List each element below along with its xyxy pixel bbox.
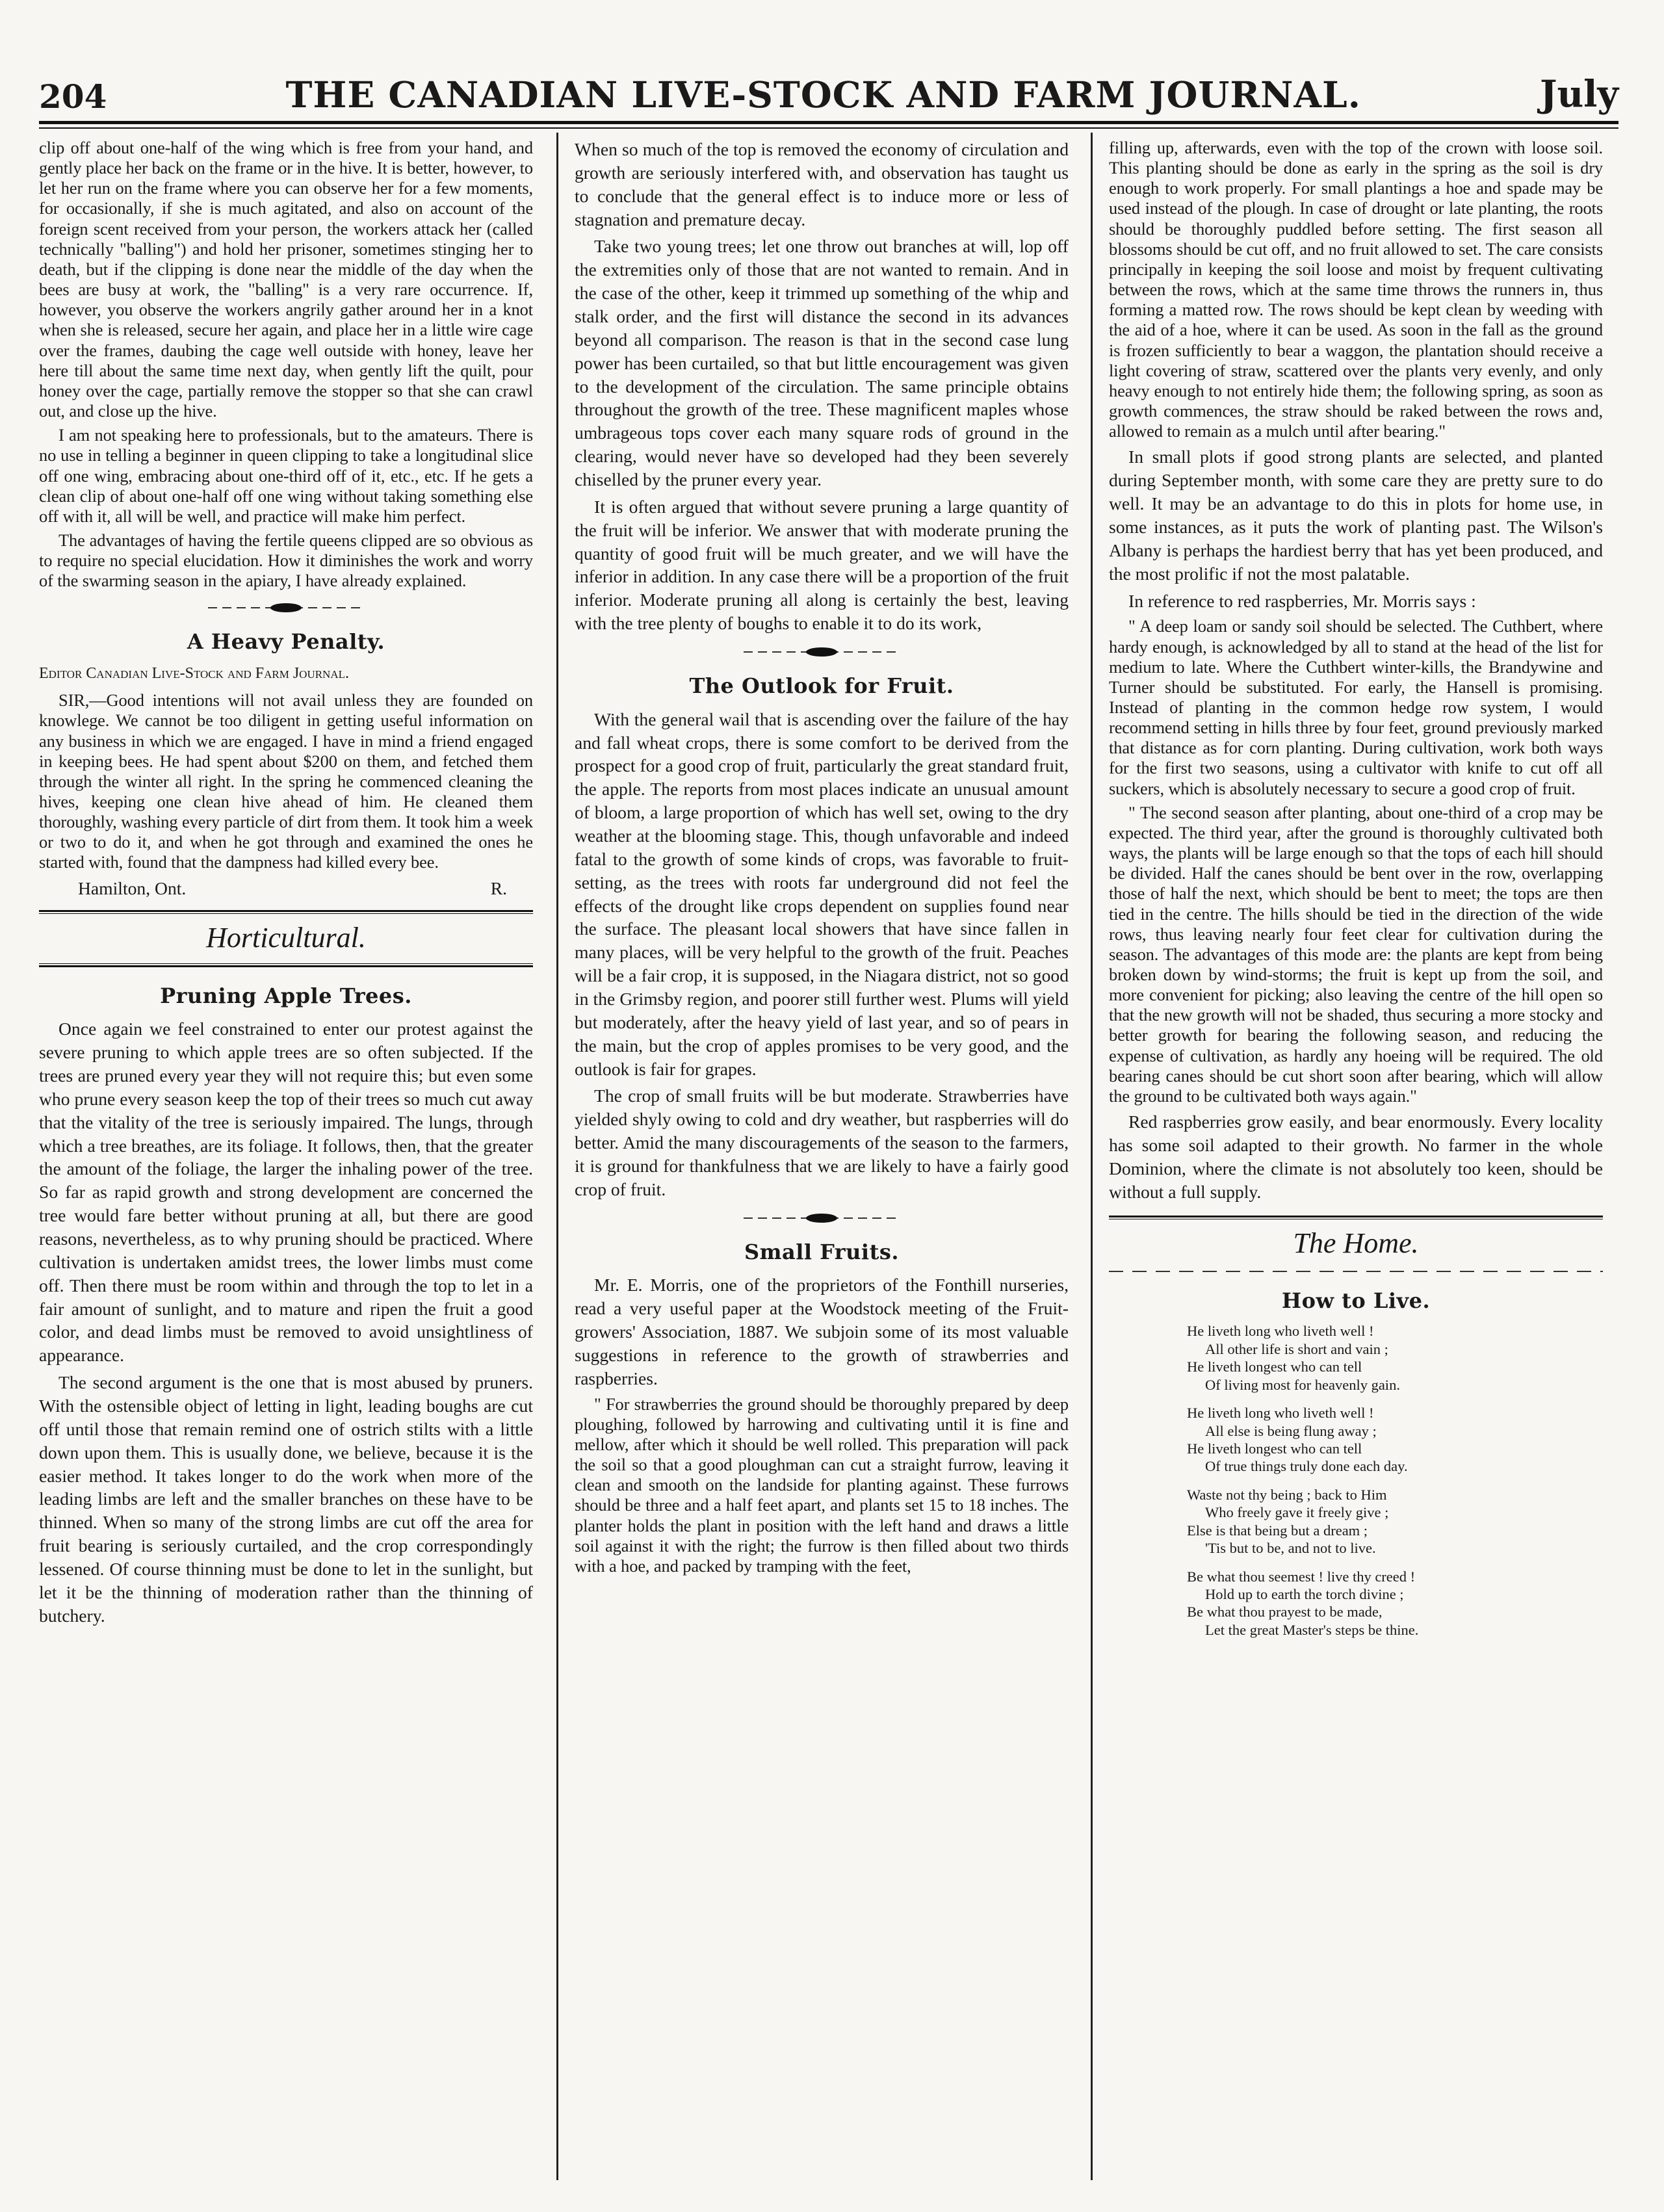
department-rule xyxy=(39,965,533,967)
department-rule xyxy=(39,963,533,964)
department-heading: The Home. xyxy=(1293,1227,1419,1259)
poem-stanza xyxy=(1187,1568,1603,1639)
letter-place: Hamilton, Ont. xyxy=(78,878,187,898)
poem-stanza xyxy=(1187,1486,1603,1557)
article-title: Small Fruits. xyxy=(744,1239,900,1264)
poem-line: Of living most for heavenly gain. xyxy=(1205,1376,1400,1393)
section-ornament xyxy=(208,603,364,613)
poem-line: Hold up to earth the torch divine ; xyxy=(1205,1586,1404,1603)
paragraph: Red raspberries grow easily, and bear enormously. Every locality has some soil adapted to their growth. No farmer in the whole Dominion, where the climate is not absolutely too keen, should be without a full supply. xyxy=(1109,1112,1603,1202)
quoted-text xyxy=(1109,138,1603,441)
poem-line: He liveth longest who can tell xyxy=(1187,1440,1362,1457)
poem xyxy=(1187,1322,1603,1639)
letter-signature xyxy=(39,877,533,900)
journal-title: THE CANADIAN LIVE-STOCK AND FARM JOURNAL. xyxy=(285,73,1361,116)
letter-body xyxy=(39,690,533,872)
paragraph: The crop of small fruits will be but moderate. Strawberries have yielded shyly owing to cold and dry weather, but raspberries will do better. Amid the many discouragements of the season to the farmers, it is ground for thankfulness that we are likely to have a fairly good crop of fruit. xyxy=(575,1086,1069,1199)
department-rule xyxy=(1109,1216,1603,1217)
page-header xyxy=(39,62,1618,116)
paragraph: Take two young trees; let one throw out branches at will, lop off the extremities only of those that are not wanted to remain. And in the case of the other, keep it trimmed up something of the whip and stalk order, and the first will distance the second in its advances beyond all comparison. The reason is that in the second case lung power has been curtailed, so that but little encouragement was given to the development of the circulation. The same principle obtains throughout the growth of the tree. These magnificent maples whose umbrageous tops cover each many square rods of ground in the clearing, would never have so developed had they been severely chiselled by the pruner every year. xyxy=(575,236,1069,490)
column-1 xyxy=(39,138,533,2172)
department-heading: Horticultural. xyxy=(206,922,366,954)
department-rule xyxy=(39,913,533,914)
column-2 xyxy=(575,138,1069,2172)
column-3 xyxy=(1109,138,1603,2172)
quoted-text xyxy=(1109,616,1603,1106)
paragraph: " The second season after planting, about one-third of a crop may be expected. The third year, after the ground is thoroughly cultivated both ways, the plants will be large enough so that the tops of each hill should be divided. Half the canes should be bent over in the row, overlapping those of half the next, which should be bent to meet; the tops are then tied in the centre. The hills should be tied in the direction of the wide rows, thus leaving nearly four feet clear for cultivation during the season. The advantages of this mode are: the plants are kept from being broken down by wind-storms; the fruit is kept up from the soil, and more convenient for picking; also leaving the centre of the hill open so that the new growth will not be shaded, thus securing a more stocky and better growth for bearing the following season, and reducing the expense of cultivation, as hardly any hoeing will be required. The old bearing canes should be cut short soon after bearing, which will allow the ground to be cultivated both ways again." xyxy=(1109,802,1603,1106)
poem-line: Be what thou prayest to be made, xyxy=(1187,1604,1383,1620)
header-rule-thin xyxy=(39,127,1618,129)
article-title: Pruning Apple Trees. xyxy=(160,983,412,1008)
section-ornament xyxy=(744,647,900,657)
paragraph: SIR,—Good intentions will not avail unless they are founded on knowlege. We cannot be too diligent in getting useful information on any business in which we are engaged. I have in mind a friend engaged in keeping bees. He had spent about $200 on them, and fetched them through the winter all right. In the spring he commenced cleaning the hives, keeping one clean hive ahead of him. He cleaned them thoroughly, washing every particle of dirt from them. It took him a week or two to do it, and when he got through and examined the ones he started with, found that the dampness had killed every bee. xyxy=(39,690,533,872)
letter-addressee: Editor Canadian Live-Stock and Farm Journal. xyxy=(39,665,349,683)
letter-initial: R. xyxy=(490,878,507,898)
poem-line: All else is being flung away ; xyxy=(1205,1422,1377,1439)
paragraph: It is often argued that without severe pruning a large quantity of the fruit will be inferior. We answer that with moderate pruning the quantity of good fruit will be much greater, and we will have the inferior in addition. In any case there will be a proportion of the fruit inferior. Moderate pruning all along is certainly the best, leaving with the tree plenty of boughs to enable it to do its work, xyxy=(575,496,1069,634)
paragraph: In reference to red raspberries, Mr. Morris says : xyxy=(1128,590,1476,611)
header-rule xyxy=(39,121,1618,124)
poem-line: Else is that being but a dream ; xyxy=(1187,1522,1368,1539)
quoted-text xyxy=(575,1394,1069,1576)
column-divider xyxy=(556,133,558,2180)
paragraph: " For strawberries the ground should be thoroughly prepared by deep ploughing, followed by harrowing and cultivating until it is fine and mellow, after which it should be well rolled. This preparation will pack the soil so that a good ploughman can cut a straight furrow, leaving it clean and smooth on the landside for planting against. These furrows should be three and a half feet apart, and plants set 15 to 18 inches. The planter holds the plant in position with the left hand and draws a little soil against it with the right; the furrow is then filled about two thirds with a hoe, and packed by tramping with the feet, xyxy=(575,1394,1069,1576)
poem-line: He liveth long who liveth well ! xyxy=(1187,1405,1374,1422)
issue-month: July xyxy=(1539,73,1618,116)
section-ornament xyxy=(744,1213,900,1223)
poem-line: 'Tis but to be, and not to live. xyxy=(1205,1540,1376,1557)
poem-line: He liveth longest who can tell xyxy=(1187,1359,1362,1375)
poem-stanza xyxy=(1187,1404,1603,1476)
article-title: A Heavy Penalty. xyxy=(187,629,385,655)
paragraph: The second argument is the one that is most abused by pruners. With the ostensible object of letting in light, leading boughs are cut off until those that remain remind one of ostrich stilts with a little down upon them. This is usually done, we believe, because it is the easier method. It takes longer to do the work when more of the leading limbs are left and the smaller branches on these have to be thinned. When so many of the strong limbs are cut off the area for fruit bearing is seriously curtailed, and the crop correspondingly lessened. Of course thinning must be done to let in the sunlight, but let it be the thinning of moderation rather than the thinning of butchery. xyxy=(39,1372,533,1626)
poem-line: Who freely gave it freely give ; xyxy=(1205,1504,1389,1521)
paragraph: The advantages of having the fertile queens clipped are so obvious as to require no special elucidation. How it diminishes the work and worry of the swarming season in the apiary, I have already explained. xyxy=(39,530,533,591)
poem-line: All other life is short and vain ; xyxy=(1205,1340,1388,1357)
paragraph: clip off about one-half of the wing which is free from your hand, and gently place her back on the frame or in the hive. It is better, however, to let her run on the frame where you can observe her for a few moments, for occasionally, if she is much agitated, and also on account of the foreign scent received from your person, the workers attack her (called technically "balling") and hold her prisoner, sometimes stinging her to death, but if the clipping is done near the middle of the day when the bees are busy at work, the "balling" is a very rare occurrence. If, however, you observe the workers angrily gather around her in a knot when she is released, secure her again, and place her in a little wire cage over the frames, daubing the cage well outside with honey, leave her here till about the same time next day, when gently lift the quilt, pour honey over the cage, partially remove the stopper so that she can crawl out, and close up the hive. xyxy=(39,138,533,421)
poem-stanza xyxy=(1187,1322,1603,1394)
paragraph: I am not speaking here to professionals, but to the amateurs. There is no use in telling a beginner in queen clipping to take a longitudinal slice off one wing, embracing about one-third off of it, etc., etc. If he gets a clean clip of about one-half off one wing without taking something else off with it, all will be well, and practice will make him perfect. xyxy=(39,425,533,526)
poem-line: Be what thou seemest ! live thy creed ! xyxy=(1187,1568,1416,1585)
department-rule xyxy=(1109,1271,1603,1272)
paragraph: Once again we feel constrained to enter our protest against the severe pruning to which apple trees are so often subjected. If the trees are pruned every year they will not require this; but even some who prune every season keep the top of their trees so much cut away that the vitality of the tree is seriously impaired. The lungs, through which a tree breathes, are its foliage. It follows, then, that the greater the amount of the foliage, the larger the inhaling power of the tree. So far as rapid growth and strong development are concerned the tree would fare better without pruning at all, but there are good reasons, nevertheless, as to why pruning should be practiced. Where cultivation is undertaken amidst trees, the lower limbs must come off. Then there must be room within and through the top to let in a fair amount of sunlight, and to mature and ripen the fruit a good color, and dead limbs must be removed to avoid unsightliness of appearance. xyxy=(39,1019,533,1366)
paragraph: filling up, afterwards, even with the top of the crown with loose soil. This planting should be done as early in the spring as the soil is dry enough to work properly. For small plantings a hoe and spade may be used instead of the plough. In case of drought or late planting, the roots should be thoroughly puddled before setting. The first season all blossoms should be cut off, and no fruit allowed to set. The care consists principally in keeping the soil loose and moist by frequent cultivating between the rows, which at the same time throws the runners in, thus forming a matted row. The rows should be kept clean by weeding with the aid of a hoe, where it can be used. As soon in the fall as the ground is frozen sufficiently to bear a waggon, the plantation should receive a light covering of straw, scattered over the plants very evenly, and only heavy enough to not entirely hide them; the following spring, as soon as growth commences, the straw should be raked between the rows and, allowed to remain as a mulch until after bearing." xyxy=(1109,138,1603,441)
poem-line: Waste not thy being ; back to Him xyxy=(1187,1486,1387,1503)
poem-line: He liveth long who liveth well ! xyxy=(1187,1323,1374,1340)
paragraph: Mr. E. Morris, one of the proprietors of the Fonthill nurseries, read a very useful paper at the Woodstock meeting of the Fruit-growers' Association, 1887. We subjoin some of its most valuable suggestions in reference to the growth of strawberries and raspberries. xyxy=(575,1275,1069,1388)
paragraph: With the general wail that is ascending over the failure of the hay and fall wheat crops, there is some comfort to be derived from the prospect for a good crop of fruit, particularly the great standard fruit, the apple. The reports from most places indicate an unusual amount of bloom, a large proportion of which has well set, owing to the dry weather at the blooming stage. This, though unfavorable and indeed fatal to the growth of some kinds of crops, was favorable to fruit-setting, as the trees with roots far underground did not feel the effects of the drought like crops dependent on supplies found near the surface. The pleasant local showers that have since fallen in many places, will be very helpful to the growth of the fruit. Peaches will be a fair crop, it is supposed, in the Niagara district, not so good in the Grimsby region, and poorer still further west. Plums will yield but moderately, after the heavy yield of last year, and so of pears in the main, but the crop of apples promises to be very good, and the outlook is fair for grapes. xyxy=(575,709,1069,1079)
paragraph: " A deep loam or sandy soil should be selected. The Cuthbert, where hardy enough, is acknowledged by all to stand at the head of the list for medium to late. Where the Cuthbert winter-kills, the Brandywine and Turner should be substituted. For early, the Hansell is promising. Instead of planting in the common hedge row system, I would recommend setting in hills three by four feet, ground previously marked that distance as for corn planting. During cultivation, work both ways for the first two seasons, using a cultivator with knife to cut off all suckers, which is absolutely necessary to secure a good crop of fruit. xyxy=(1109,616,1603,798)
page-number: 204 xyxy=(39,77,107,116)
poem-title: How to Live. xyxy=(1281,1288,1431,1313)
paragraph: When so much of the top is removed the economy of circulation and growth are seriously interfered with, and observation has taught us to conclude that the general effect is to induce more or less of stagnation and premature decay. xyxy=(575,139,1069,229)
department-rule xyxy=(39,910,533,912)
poem-line: Let the great Master's steps be thine. xyxy=(1205,1621,1419,1638)
column-divider xyxy=(1091,133,1093,2180)
beekeeping-continued xyxy=(39,138,533,591)
article-title: The Outlook for Fruit. xyxy=(689,673,954,699)
paragraph: In small plots if good strong plants are selected, and planted during September month, with some care they are pretty sure to do well. It may be an advantage to do this in plots for home use, in some instances, as it puts the work of planting past. The Wilson's Albany is perhaps the hardiest berry that has yet been produced, and the most prolific if not the most palatable. xyxy=(1109,447,1603,584)
poem-line: Of true things truly done each day. xyxy=(1205,1458,1408,1475)
